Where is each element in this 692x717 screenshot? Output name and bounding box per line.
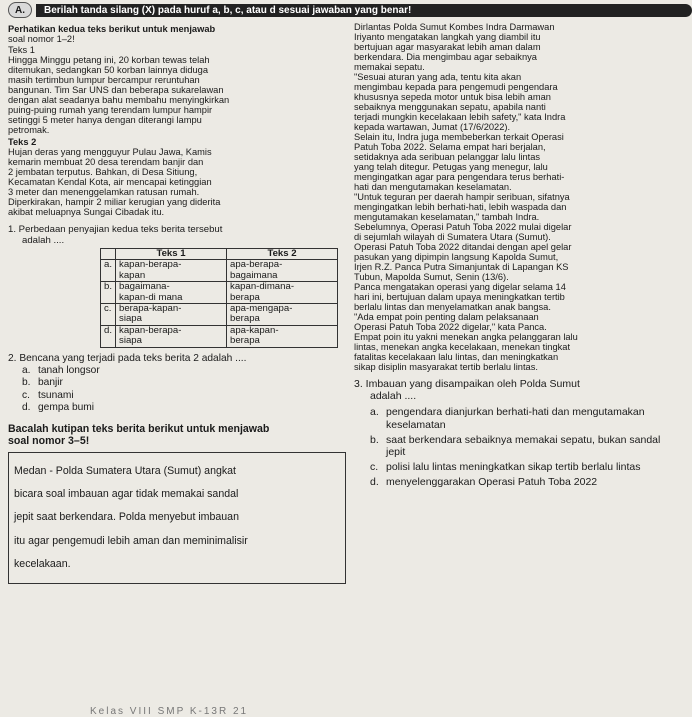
box-line: itu agar pengemudi lebih aman dan meminimalisir [14, 534, 248, 547]
article-line: Tubun, Mapolda Sumut, Senin (13/6). [354, 272, 509, 282]
article-line: setidaknya ada seribuan pelanggar lalu lintas [354, 152, 541, 162]
q3-option[interactable] [370, 461, 686, 473]
option-key: a. [22, 365, 31, 377]
option-text: polisi lalu lintas meningkatkan sikap tertib berlalu lintas [386, 461, 641, 474]
article-line: "Untuk teguran per daerah hampir seribuan, sifatnya [354, 192, 570, 202]
instruction-header [8, 2, 692, 18]
article-line: sebaiknya menggunakan sepatu, apabila nanti [354, 102, 546, 112]
option-key: d. [370, 476, 379, 489]
q2-options [8, 365, 346, 415]
instruction-text: Berilah tanda silang (X) pada huruf a, b, c, atau d sesuai jawaban yang benar! [36, 4, 692, 17]
article-line: hati dan mengutamakan keselamatan. [354, 182, 512, 192]
article-line: lintas, menekan angka kecelakaan, menekan tingkat [354, 342, 571, 352]
box-line: jepit saat berkendara. Polda menyebut imbauan [14, 511, 239, 524]
option-text: tanah longsor [38, 365, 100, 377]
article-line: mengutamakan keselamatan," tambah Indra. [354, 212, 540, 222]
teks1-line: puing-puing rumah yang terendam lumpur hampir [8, 104, 213, 115]
q3-stem-line-1: 3. Imbauan yang disampaikan oleh Polda Sumut [354, 378, 580, 390]
q3-options [354, 406, 686, 488]
table-cell: kapan-berapa- kapan [116, 260, 227, 282]
q1-stem-line-1: 1. Perbedaan penyajian kedua teks berita tersebut [8, 224, 223, 236]
option-key: b. [22, 377, 31, 389]
teks2-line: 2 jembatan terputus. Bahkan, di Desa Sitiung, [8, 167, 198, 178]
q2-option[interactable] [22, 365, 346, 377]
option-text: saat berkendara sebaiknya memakai sepatu, bukan sandal jepit [386, 433, 661, 459]
q1-stem-line-2: adalah .... [22, 234, 65, 246]
teks1-line: masih tertimbun lumpur bercampur reruntuhan [8, 74, 200, 85]
article-line: hari ini, bertujuan dalam upaya meningkatkan tertib [354, 292, 565, 302]
news-excerpt-box [8, 452, 346, 585]
article-line: sikap disiplin masyarakat tertib berlalu lintas. [354, 362, 538, 372]
article-line: fatalitas kecelakaan lalu lintas, dan meningkatkan [354, 352, 559, 362]
option-text: banjir [38, 377, 63, 389]
intro-line-1: Perhatikan kedua teks berikut untuk menjawab [8, 24, 216, 34]
q2-stem: 2. Bencana yang terjadi pada teks berita 2 adalah .... [8, 352, 247, 364]
table-cell: apa-kapan- berapa [227, 325, 338, 347]
q2-option[interactable] [22, 402, 346, 414]
table-cell: kapan-berapa- siapa [116, 325, 227, 347]
page-footer: Kelas VIII SMP K-13R 21 [90, 706, 249, 717]
article-line: "Sesuai aturan yang ada, tentu kita akan [354, 72, 522, 82]
teks1-line: bangunan. Tim Sar UNS dan beberapa sukarelawan [8, 84, 224, 95]
article-line: Operasi Patuh Toba 2022 digelar," kata Panca. [354, 322, 547, 332]
article-line: Dirlantas Polda Sumut Kombes Indra Darmawan [354, 22, 555, 32]
table-row [101, 325, 338, 347]
table-row [101, 282, 338, 304]
box-line: kecelakaan. [14, 557, 71, 570]
article-line: terjadi mungkin kecelakaan lebih safety," kata Indra [354, 112, 566, 122]
article-line: mengingatkan lebih berhati-hati, lebih waspada dan [354, 202, 567, 212]
table-cell: berapa-kapan- siapa [116, 304, 227, 326]
article-line: memakai sepatu. [354, 62, 425, 72]
box-line: Medan - Polda Sumatera Utara (Sumut) angkat [14, 465, 236, 478]
table-option-key: a. [101, 260, 116, 282]
article-line: Iriyanto mengatakan langkah yang diambil itu [354, 32, 541, 42]
intro-line-2: soal nomor 1–2! [8, 34, 75, 45]
option-text: tsunami [38, 389, 74, 401]
teks1-line: setinggi 5 meter hanya dengan diterangi lampu [8, 114, 202, 125]
article-line: "Ada empat poin penting dalam pelaksanaan [354, 312, 539, 322]
teks1-title: Teks 1 [8, 44, 35, 55]
option-key: a. [370, 406, 379, 419]
option-text: menyelenggarakan Operasi Patuh Toba 2022 [386, 476, 598, 489]
q3-option[interactable] [370, 434, 686, 458]
article-line: mengingatkan agar para pengendara terus berhati- [354, 172, 565, 182]
option-key: d. [22, 402, 31, 414]
passage-intro-line-2: soal nomor 3–5! [8, 435, 90, 448]
article-line: berlalu lintas dan menyelamatkan anak bangsa. [354, 302, 551, 312]
table-cell: apa-berapa- bagaimana [227, 260, 338, 282]
option-key: c. [22, 389, 30, 401]
teks1-line: petromak. [8, 124, 50, 135]
article-line: kepada wartawan, Jumat (17/6/2022). [354, 122, 511, 132]
teks1-body [8, 55, 346, 135]
table-option-key: d. [101, 325, 116, 347]
teks1-line: dengan alat seadanya bahu membahu menyingkirkan [8, 94, 230, 105]
teks2-line: Diperkirakan, hampir 2 miliar kerugian yang diderita [8, 197, 221, 208]
q2-option[interactable] [22, 377, 346, 389]
teks2-line: Hujan deras yang mengguyur Pulau Jawa, Kamis [8, 147, 212, 158]
teks2-title: Teks 2 [8, 136, 37, 147]
q1-answer-table [100, 248, 338, 348]
article-line: Sebelumnya, Operasi Patuh Toba 2022 mulai digelar [354, 222, 572, 232]
q3-option[interactable] [370, 406, 686, 430]
q2-option[interactable] [22, 390, 346, 402]
teks2-body [8, 147, 346, 217]
box-line: bicara soal imbauan agar tidak memakai sandal [14, 488, 239, 501]
table-row [101, 304, 338, 326]
teks2-line: 3 meter dan menenggelamkan ratusan rumah. [8, 187, 200, 198]
teks1-line: ditemukan, sedangkan 50 korban lainnya diduga [8, 64, 209, 75]
teks2-line: akibat meluapnya Sungai Cibadak itu. [8, 207, 165, 218]
article-line: Operasi Patuh Toba 2022 ditandai dengan apel gelar [354, 242, 572, 252]
article-line: berkendara. Dia mengimbau agar sebaiknya [354, 52, 537, 62]
article-line: bertujuan agar masyarakat lebih aman dalam [354, 42, 541, 52]
table-cell: bagaimana- kapan-di mana [116, 282, 227, 304]
teks2-line: Kecamatan Kendal Kota, air mencapai ketinggian [8, 177, 212, 188]
table-header-teks1: Teks 1 [116, 249, 227, 260]
q3-option[interactable] [370, 476, 686, 488]
article-line: di sejumlah wilayah di Sumatera Utara (Sumut). [354, 232, 551, 242]
article-line: Panca mengatakan operasi yang digelar selama 14 [354, 282, 566, 292]
table-cell: kapan-dimana- berapa [227, 282, 338, 304]
right-column [354, 22, 686, 492]
q3-stem-line-2: adalah .... [370, 390, 417, 403]
passage-intro-line-1: Bacalah kutipan teks berita berikut untuk menjawab [8, 422, 270, 435]
option-text: pengendara dianjurkan berhati-hati dan mengutamakan keselamatan [386, 406, 645, 431]
table-row [101, 260, 338, 282]
option-text: gempa bumi [38, 402, 95, 414]
table-option-key: b. [101, 282, 116, 304]
teks2-line: kemarin membuat 20 desa terendam banjir dan [8, 157, 204, 168]
section-letter: A. [8, 2, 32, 18]
article-line: khususnya sepeda motor untuk bisa lebih aman [354, 92, 551, 102]
teks1-line: Hingga Minggu petang ini, 20 korban tewas telah [8, 54, 210, 65]
table-option-key: c. [101, 304, 116, 326]
option-key: c. [370, 461, 379, 474]
article-line: mengimbau kepada para pengemudi pengendara [354, 82, 558, 92]
table-cell: apa-mengapa- berapa [227, 304, 338, 326]
left-column [8, 24, 346, 584]
article-line: Patuh Toba 2022. Selama empat hari berjalan, [354, 142, 546, 152]
table-header-blank [101, 249, 116, 260]
table-header-teks2: Teks 2 [227, 249, 338, 260]
article-line: Selain itu, Indra juga membeberkan terkait Operasi [354, 132, 564, 142]
article-line: Empat poin itu yakni menekan angka pelanggaran lalu [354, 332, 578, 342]
article-line: pasukan yang dipimpin langsung Kapolda Sumut, [354, 252, 559, 262]
article-line: yang telah ditegur. Petugas yang menegur, lalu [354, 162, 548, 172]
article-line: Irjen R.Z. Panca Putra Simanjuntak di Lapangan KS [354, 262, 569, 272]
news-article-body [354, 22, 686, 372]
option-key: b. [370, 433, 379, 446]
